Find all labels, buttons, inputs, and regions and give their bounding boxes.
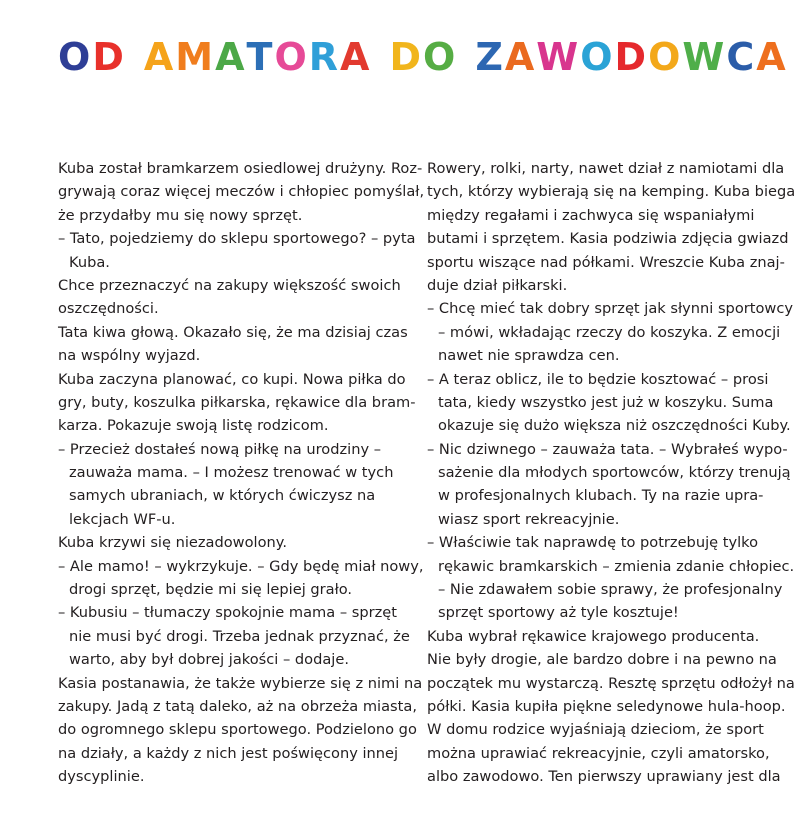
text-line: butami i sprzętem. Kasia podziwia zdjęcia gwiazd (427, 230, 789, 248)
title-letter: A (504, 35, 537, 79)
text-line: między regałami i zachwyca się wspaniałymi (427, 206, 755, 224)
text-line: – Tato, pojedziemy do sklepu sportowego? – pyta (58, 230, 416, 248)
title-letter: M (175, 35, 216, 79)
text-line: zakupy. Jadą z tatą daleko, aż na obrzeża miasta, (58, 697, 417, 715)
text-line: okazuje się dużo większa niż oszczędności Kuby. (438, 417, 791, 435)
text-line: w profesjonalnych klubach. Ty na razie upra- (438, 487, 764, 505)
text-line: zauważa mama. – I możesz trenować w tych (69, 464, 394, 482)
title-letter: A (756, 35, 788, 79)
text-line: Kuba zaczyna planować, co kupi. Nowa piłka do (58, 370, 406, 388)
text-line: tych, którzy wybierają się na kemping. Kuba biega (427, 183, 796, 201)
text-line: sażenie dla młodych sportowców, którzy trenują (438, 464, 791, 482)
text-line: – Nie zdawałem sobie sprawy, że profesjonalny (438, 581, 783, 599)
text-line: lekcjach WF-u. (69, 510, 176, 528)
text-line: że przydałby mu się nowy sprzęt. (58, 206, 303, 224)
text-line: wiasz sport rekreacyjnie. (438, 510, 620, 528)
title-letter: A (340, 35, 372, 79)
text-line: Kuba krzywi się niezadowolony. (58, 534, 287, 552)
text-line: – Przecież dostałeś nową piłkę na urodziny – (58, 440, 382, 458)
text-line: W domu rodzice wyjaśniają dzieciom, że sport (427, 721, 764, 739)
text-line: – Nic dziwnego – zauważa tata. – Wybrałeś wypo- (427, 440, 788, 458)
text-line: na wspólny wyjazd. (58, 347, 201, 365)
text-line: Kuba. (69, 253, 110, 271)
text-line: – Właściwie tak naprawdę to potrzebuję tylko (427, 534, 759, 552)
text-line: Rowery, rolki, narty, nawet dział z namiotami dla (427, 160, 785, 177)
right-text-column (427, 157, 796, 789)
title-letter: R (308, 35, 341, 79)
text-line: nawet nie sprawdza cen. (438, 347, 620, 365)
text-line: duje dział piłkarski. (427, 276, 568, 294)
title-letter: A (143, 35, 176, 79)
left-text-column (58, 157, 425, 789)
title-letter: D (92, 35, 126, 79)
text-line: Nie były drogie, ale bardzo dobre i na pewno na (427, 651, 777, 669)
text-line: – A teraz oblicz, ile to będzie kosztować – prosi (427, 370, 769, 388)
text-line: drogi sprzęt, będzie mi się lepiej grało. (69, 581, 353, 599)
page-title (58, 35, 788, 79)
title-space (126, 38, 144, 76)
text-line: tata, kiedy wszystko jest już w koszyku. Suma (438, 393, 774, 411)
text-line: karza. Pokazuje swoją listę rodzicom. (58, 417, 329, 435)
title-letter: O (580, 35, 615, 79)
text-line: Kasia postanawia, że także wybierze się z nimi na (58, 674, 423, 692)
text-line: można uprawiać rekreacyjnie, czyli amatorsko, (427, 744, 770, 762)
title-letter: O (274, 35, 309, 79)
title-letter: T (246, 35, 275, 79)
text-line: – Kubusiu – tłumaczy spokojnie mama – sprzęt (58, 604, 398, 622)
text-line: – Ale mamo! – wykrzykuje. – Gdy będę miał nowy, (58, 557, 424, 575)
title-letter: C (726, 35, 757, 79)
text-line: na działy, a każdy z nich jest poświęcony innej (58, 744, 399, 762)
title-letter: D (614, 35, 649, 79)
title-letter: D (389, 35, 423, 79)
text-line: sprzęt sportowy aż tyle kosztuje! (438, 604, 679, 622)
text-line: rękawic bramkarskich – zmienia zdanie chłopiec. (438, 557, 795, 575)
text-line: Chce przeznaczyć na zakupy większość swoich (58, 276, 401, 294)
text-line: oszczędności. (58, 300, 159, 318)
title-letter: A (215, 35, 247, 79)
text-line: Kuba został bramkarzem osiedlowej drużyny. Roz- (58, 160, 423, 177)
text-line: do ogromnego sklepu sportowego. Podzielono go (58, 721, 417, 739)
title-letter: O (648, 35, 683, 79)
title-letter: W (536, 35, 581, 79)
title-letter: Z (475, 35, 505, 79)
title-letter: W (682, 35, 727, 79)
text-line: warto, aby był dobrej jakości – dodaje. (69, 651, 349, 669)
text-line: sportu wiszące nad półkami. Wreszcie Kuba znaj- (427, 253, 785, 271)
text-line: samych ubraniach, w których ćwiczysz na (69, 487, 376, 505)
title-letter: O (423, 35, 458, 79)
title-letter: O (58, 35, 93, 79)
text-line: – mówi, wkładając rzeczy do koszyka. Z emocji (438, 323, 781, 341)
title-space (457, 38, 475, 76)
text-line: półki. Kasia kupiła piękne seledynowe hula-hoop. (427, 697, 786, 715)
text-line: – Chcę mieć tak dobry sprzęt jak słynni sportowcy (427, 300, 793, 318)
text-line: nie musi być drogi. Trzeba jednak przyznać, że (69, 627, 410, 645)
title-space (371, 38, 389, 76)
text-line: Kuba wybrał rękawice krajowego producenta. (427, 627, 760, 645)
text-line: dyscyplinie. (58, 768, 145, 786)
text-line: Tata kiwa głową. Okazało się, że ma dzisiaj czas (58, 323, 408, 341)
text-line: gry, buty, koszulka piłkarska, rękawice dla bram- (58, 393, 416, 411)
text-line: początek mu wystarczą. Resztę sprzętu odłożył na (427, 674, 795, 692)
text-line: albo zawodowo. Ten pierwszy uprawiany jest dla (427, 768, 781, 786)
text-line: grywają coraz więcej meczów i chłopiec pomyślał, (58, 183, 425, 201)
